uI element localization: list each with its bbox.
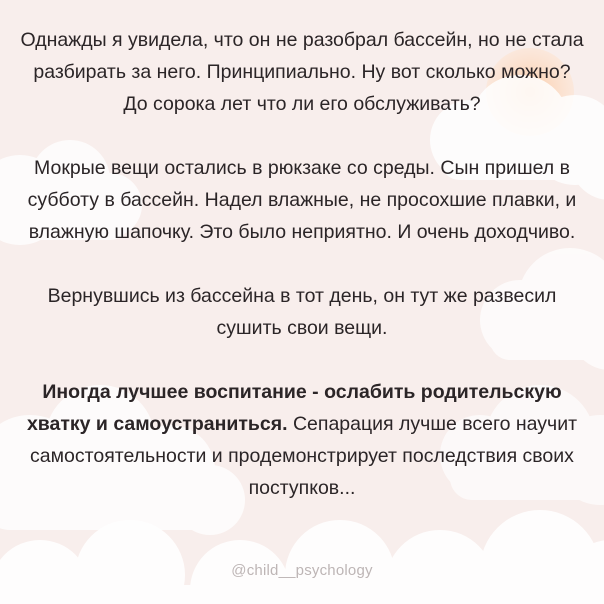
paragraph-gap [20,120,584,152]
paragraph-gap [20,344,584,376]
watermark-handle: @child__psychology [231,562,373,579]
key-takeaway: Иногда лучшее воспитание - ослабить родительскую хватку и самоустраниться. [26,381,562,435]
paragraph-3: Вернувшись из бассейна в тот день, он тут же развесил сушить свои вещи. [47,285,557,339]
paragraph-2: Мокрые вещи остались в рюкзаке со среды. Сын пришел в субботу в бассейн. Надел влажные, не просохшие плавки, и влажную шапочку. Это было неприятно. И очень доходчиво. [27,157,577,243]
paragraph-gap [20,248,584,280]
paragraph-4 [20,376,584,504]
paragraph-4-rest: Сепарация лучше всего научит самостоятельности и продемонстрирует последствия своих поступков... [30,413,578,499]
paragraph-1: Однажды я увидела, что он не разобрал бассейн, но не стала разбирать за него. Принципиально. Ну вот сколько можно? До сорока лет что ли его обслуживать? [20,29,584,115]
story-text [20,24,584,504]
